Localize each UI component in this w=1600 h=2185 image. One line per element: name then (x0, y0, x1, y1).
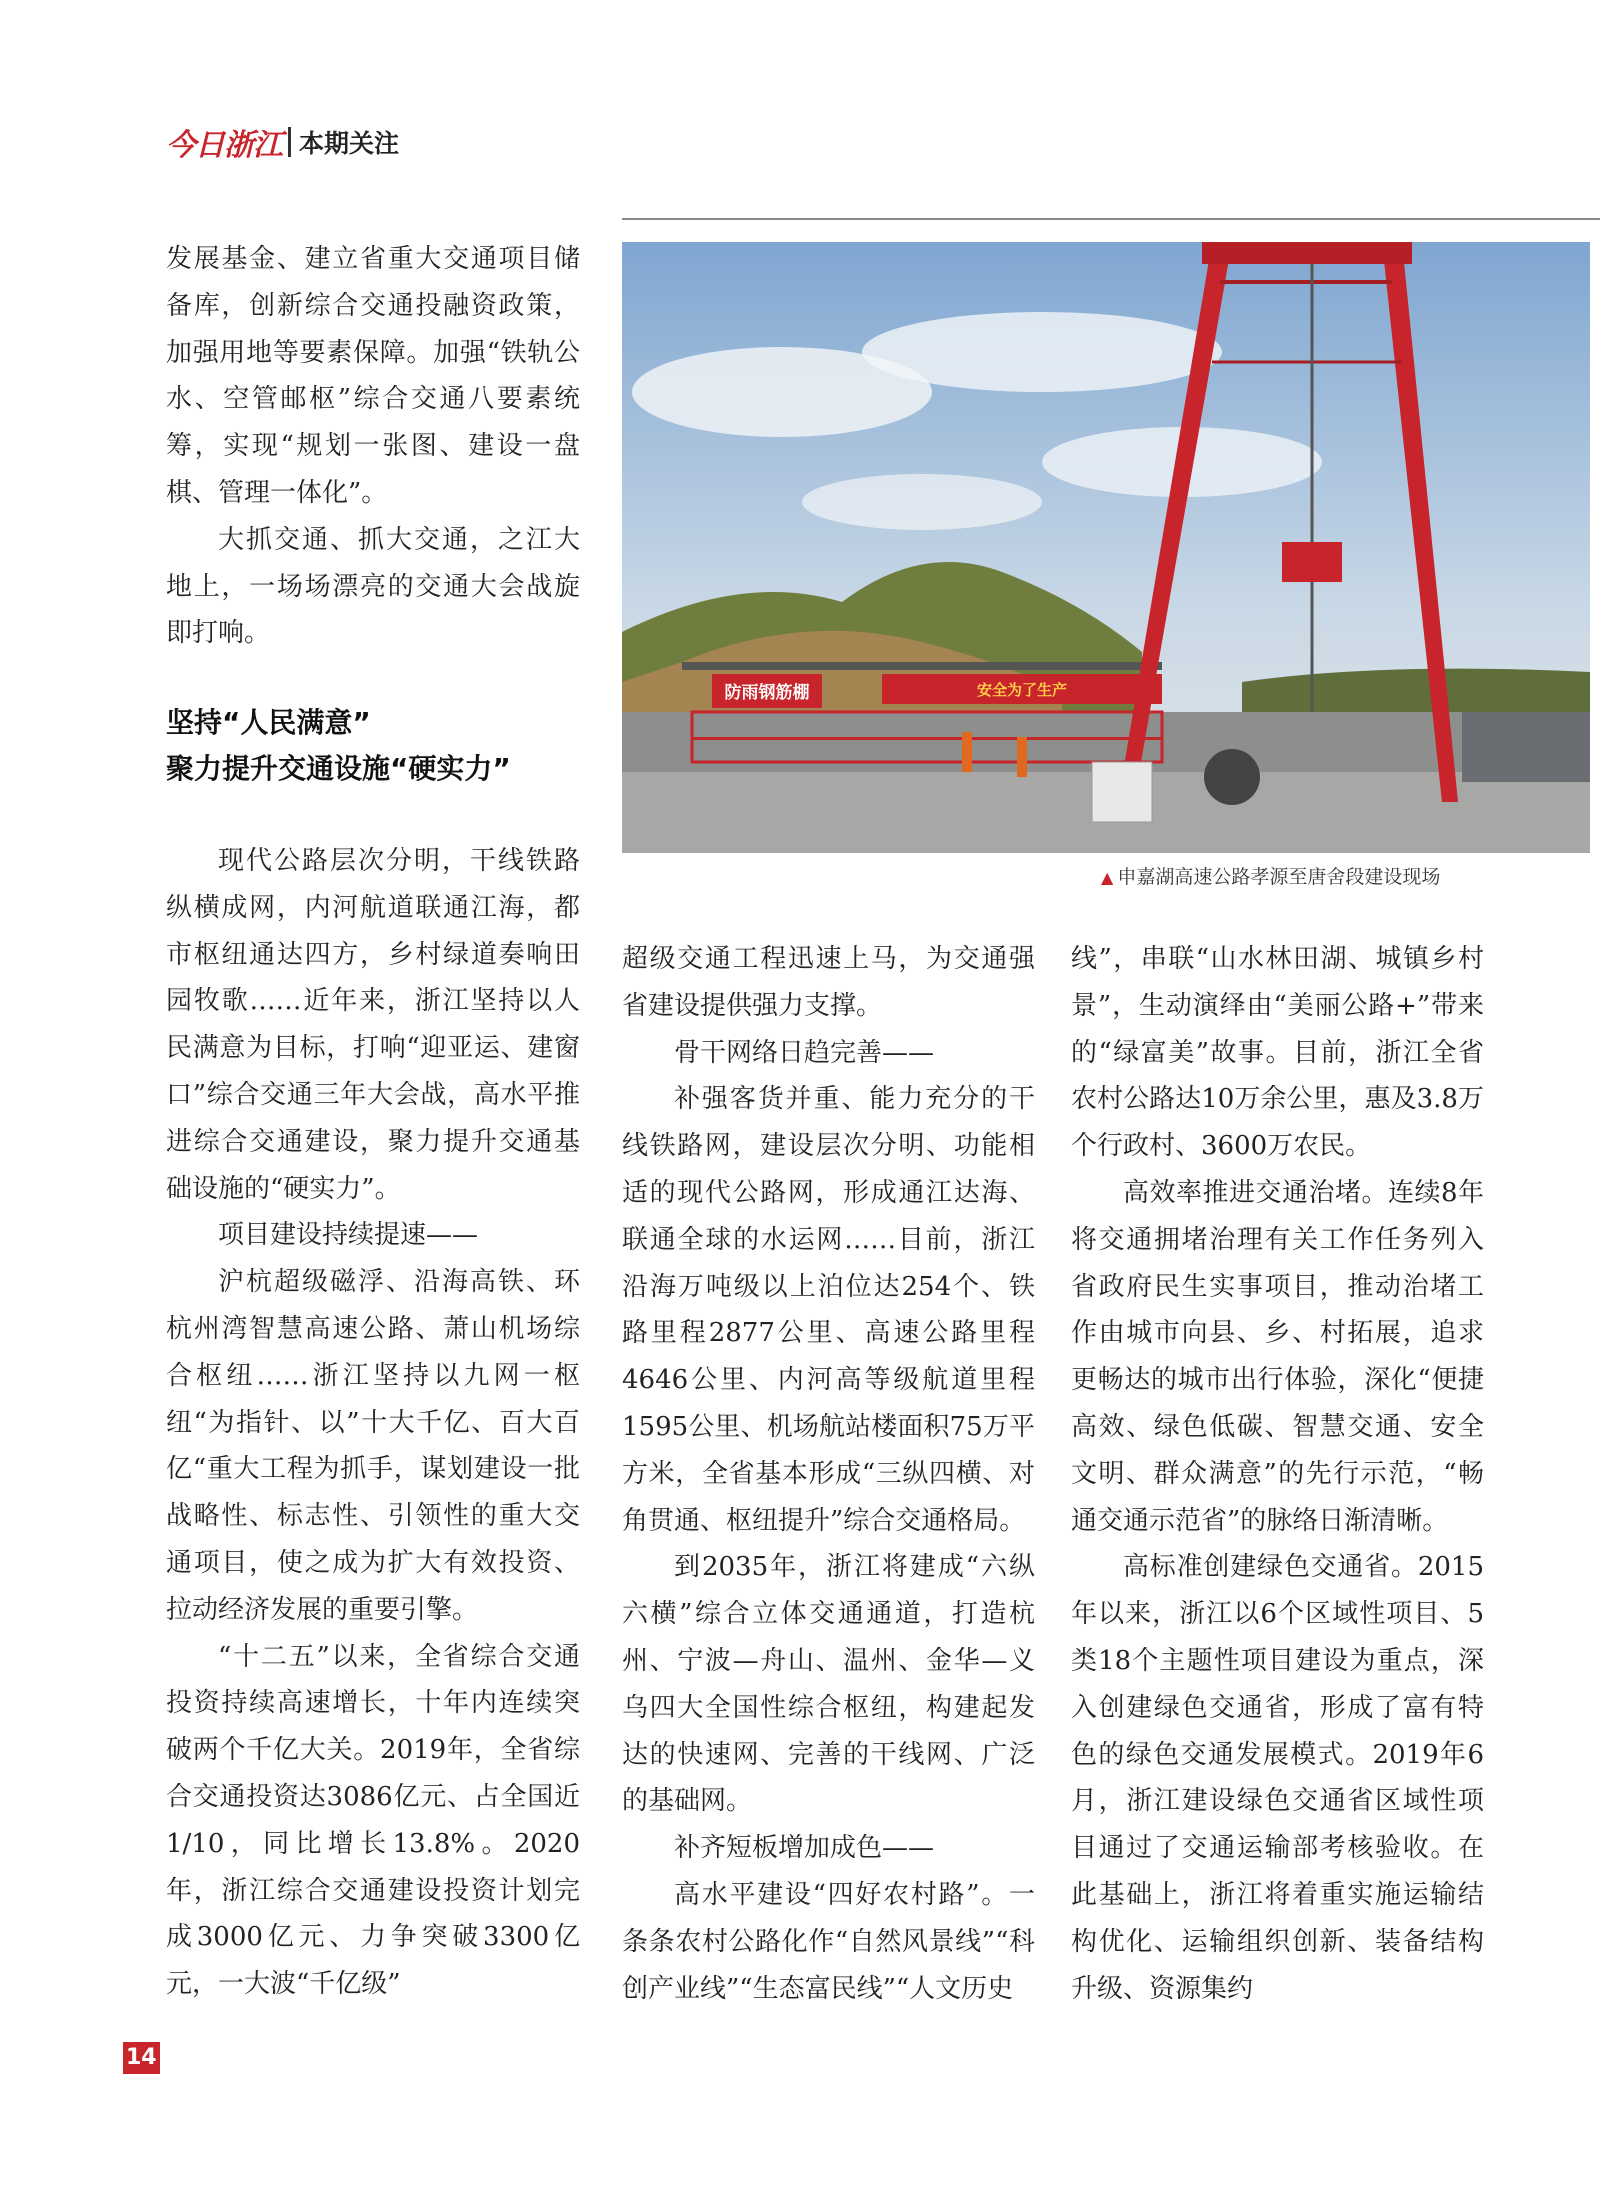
construction-site-photo (622, 242, 1590, 853)
caption-text: 申嘉湖高速公路孝源至唐舍段建设现场 (1117, 866, 1441, 888)
page-header (166, 122, 399, 162)
column-1 (166, 838, 580, 2008)
paragraph: 沪杭超级磁浮、沿海高铁、环杭州湾智慧高速公路、萧山机场综合枢纽……浙江坚持以九网一枢纽“为指针、以”十大千亿、百大百亿“重大工程为抓手，谋划建设一批战略性、标志性、引领性的重大交通项目，使之成为扩大有效投资、拉动经济发展的重要引擎。 (166, 1267, 580, 1625)
subheading: 补齐短板增加成色—— (674, 1833, 935, 1864)
top-rule (622, 218, 1600, 220)
paragraph: 线”，串联“山水林田湖、城镇乡村景”，生动演绎由“美丽公路+”带来的“绿富美”故事。目前，浙江全省农村公路达10万余公里，惠及3.8万个行政村、3600万农民。 (1071, 944, 1484, 1162)
paragraph: 高标准创建绿色交通省。2015年以来，浙江以6个区域性项目、5类18个主题性项目建设为重点，深入创建绿色交通省，形成了富有特色的绿色交通发展模式。2019年6月，浙江建设绿色交通省区域性项目通过了交通运输部考核验收。在此基础上，浙江将着重实施运输结构优化、运输组织创新、装备结构升级、资源集约 (1071, 1552, 1484, 2004)
page-number: 14 (123, 2042, 160, 2074)
paragraph: 到2035年，浙江将建成“六纵六横”综合立体交通通道，打造杭州、宁波—舟山、温州、金华—义乌四大全国性综合枢纽，构建起发达的快速网、完善的干线网、广泛的基础网。 (622, 1552, 1035, 1817)
paragraph: 高水平建设“四好农村路”。一条条农村公路化作“自然风景线”“科创产业线”“生态富民线”“人文历史 (622, 1879, 1035, 2004)
paragraph: 发展基金、建立省重大交通项目储备库，创新综合交通投融资政策，加强用地等要素保障。加强“铁轨公水、空管邮枢”综合交通八要素统筹，实现“规划一张图、建设一盘棋、管理一体化”。 (166, 244, 580, 508)
shed-sign-safety: 安全为了生产 (976, 681, 1068, 699)
photo-caption (1101, 862, 1440, 889)
column-1-top (166, 236, 580, 657)
paragraph: 高效率推进交通治堵。连续8年将交通拥堵治理有关工作任务列入省政府民生实事项目，推动治堵工作由城市向县、乡、村拓展，追求更畅达的城市出行体验，深化“便捷高效、绿色低碳、智慧交通、安全文明、群众满意”的先行示范，“畅通交通示范省”的脉络日渐清晰。 (1071, 1177, 1484, 1536)
section-heading (166, 700, 586, 792)
heading-line-1: 坚持“人民满意” (166, 706, 371, 739)
column-2 (622, 936, 1035, 2012)
magazine-logo: 今日浙江 (166, 128, 282, 163)
paragraph: “十二五”以来，全省综合交通投资持续高速增长，十年内连续突破两个千亿大关。2019年，全省综合交通投资达3086亿元、占全国近1/10，同比增长13.8%。2020年，浙江综合交通建设投资计划完成3000亿元、力争突破3300亿元，一大波“千亿级” (166, 1641, 580, 2000)
caption-triangle-icon: ▲ (1101, 868, 1114, 887)
header-divider (288, 127, 291, 157)
heading-line-2: 聚力提升交通设施“硬实力” (166, 752, 511, 785)
column-3 (1071, 936, 1484, 2012)
paragraph: 大抓交通、抓大交通，之江大地上，一场场漂亮的交通大会战旋即打响。 (166, 524, 580, 649)
subheading: 项目建设持续提速—— (218, 1220, 479, 1251)
subheading: 骨干网络日趋完善—— (674, 1037, 935, 1068)
paragraph: 现代公路层次分明，干线铁路纵横成网，内河航道联通江海，都市枢纽通达四方，乡村绿道奏响田园牧歌……近年来，浙江坚持以人民满意为目标，打响“迎亚运、建窗口”综合交通三年大会战，高水平推进综合交通建设，聚力提升交通基础设施的“硬实力”。 (166, 846, 580, 1204)
paragraph: 补强客货并重、能力充分的干线铁路网，建设层次分明、功能相适的现代公路网，形成通江达海、联通全球的水运网……目前，浙江沿海万吨级以上泊位达254个、铁路里程2877公里、高速公路里程4646公里、内河高等级航道里程1595公里、机场航站楼面积75万平方米，全省基本形成“三纵四横、对角贯通、枢纽提升”综合交通格局。 (622, 1084, 1035, 1536)
section-title: 本期关注 (299, 129, 400, 158)
shed-sign-rain: 防雨钢筋棚 (724, 683, 810, 703)
paragraph: 超级交通工程迅速上马，为交通强省建设提供强力支撑。 (622, 944, 1035, 1021)
